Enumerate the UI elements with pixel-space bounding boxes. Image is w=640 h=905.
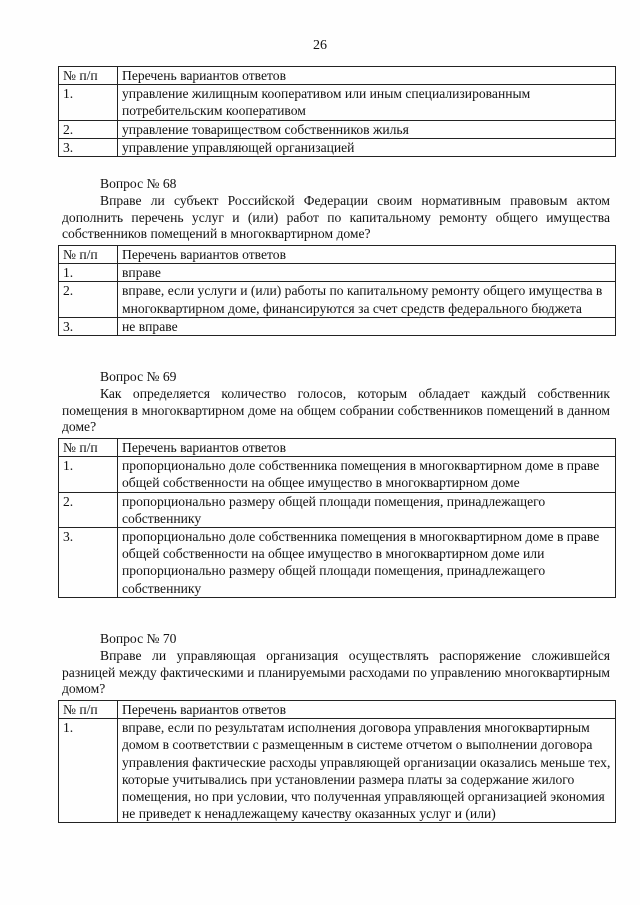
table-row [59,282,616,317]
row-num: 1. [59,264,118,282]
question-68 [62,176,610,243]
row-num: 3. [59,317,118,335]
answers-table-69 [58,438,616,598]
row-text: не вправе [118,317,616,335]
header-answers: Перечень вариантов ответов [118,439,616,457]
table-header-row [59,701,616,719]
row-text: пропорционально доле собственника помещения в многоквартирном доме в праве общей собственности на общее имущество в многоквартирном доме [118,457,616,492]
row-text: управление жилищным кооперативом или иным специализированным потребительским кооперативом [118,85,616,120]
header-answers: Перечень вариантов ответов [118,67,616,85]
header-answers: Перечень вариантов ответов [118,701,616,719]
page-number: 26 [313,38,327,53]
row-num: 1. [59,457,118,492]
header-num: № п/п [59,246,118,264]
question-title: Вопрос № 70 [100,631,177,646]
question-title: Вопрос № 68 [100,176,177,191]
question-70 [62,631,610,698]
row-text: вправе [118,264,616,282]
question-text: Вправе ли управляющая организация осуществлять распоряжение сложившейся разницей между фактическими и планируемыми расходами по управлению многоквартирным домом? [62,647,610,697]
table-row [59,719,616,823]
row-num: 2. [59,282,118,317]
header-answers: Перечень вариантов ответов [118,246,616,264]
row-num: 2. [59,492,118,527]
row-num: 2. [59,120,118,138]
question-69 [62,369,610,436]
table-row [59,264,616,282]
table-header-row [59,67,616,85]
table-row [59,138,616,156]
row-text: вправе, если услуги и (или) работы по капитальному ремонту общего имущества в многоквартирном доме, финансируются за счет средств федерального бюджета [118,282,616,317]
header-num: № п/п [59,439,118,457]
row-text: вправе, если по результатам исполнения договора управления многоквартирным домом в соответствии с размещенным в системе отчетом о выполнении договора управления фактические расходы управляющей организации оказались меньше тех, которые учитывались при установлении размера платы за содержание жилого помещения, но при условии, что полученная управляющей организацией экономия не приведет к ненадлежащему качеству оказанных услуг и (или) [118,719,616,823]
table-header-row [59,439,616,457]
header-num: № п/п [59,701,118,719]
table-header-row [59,246,616,264]
table-row [59,120,616,138]
row-text: пропорционально размеру общей площади помещения, принадлежащего собственнику [118,492,616,527]
row-num: 1. [59,719,118,823]
row-text: управление товариществом собственников жилья [118,120,616,138]
row-num: 3. [59,138,118,156]
table-row [59,85,616,120]
row-text: управление управляющей организацией [118,138,616,156]
table-row [59,528,616,598]
answers-table-top [58,66,616,157]
table-row [59,457,616,492]
answers-table-70 [58,700,616,823]
table-row [59,492,616,527]
row-num: 3. [59,528,118,598]
row-text: пропорционально доле собственника помещения в многоквартирном доме в праве общей собственности на общее имущество в многоквартирном доме или пропорционально размеру общей площади помещения, принадлежащего собственнику [118,528,616,598]
question-text: Как определяется количество голосов, которым обладает каждый собственник помещения в многоквартирном доме на общем собрании собственников помещений в данном доме? [62,385,610,435]
row-num: 1. [59,85,118,120]
question-title: Вопрос № 69 [100,369,177,384]
answers-table-68 [58,245,616,336]
question-text: Вправе ли субъект Российской Федерации своим нормативным правовым актом дополнить перечень услуг и (или) работ по капитальному ремонту общего имущества собственников помещений в многоквартирном доме? [62,192,610,242]
table-row [59,317,616,335]
header-num: № п/п [59,67,118,85]
